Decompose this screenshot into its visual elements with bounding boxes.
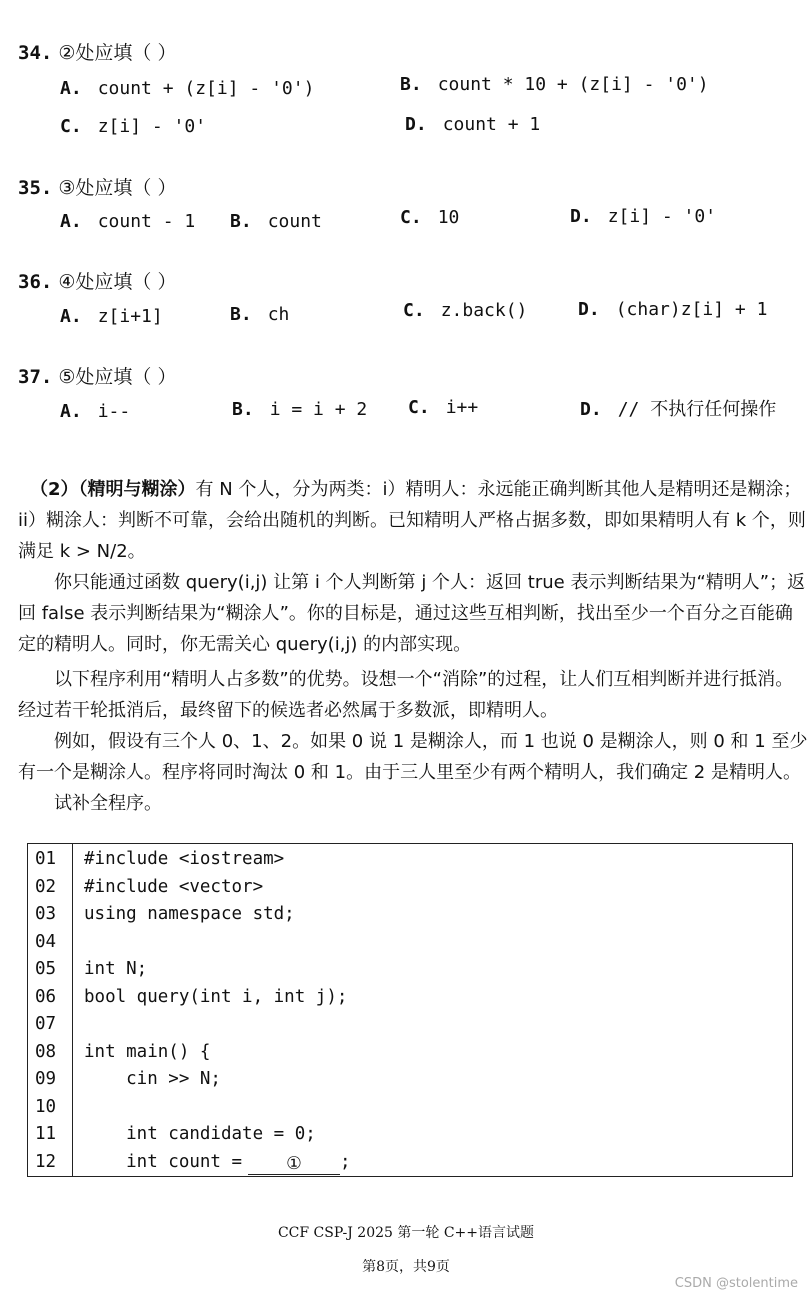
code-line bbox=[28, 1094, 792, 1122]
option-label: B. bbox=[232, 399, 254, 420]
code-line bbox=[28, 984, 792, 1012]
line-number: 03 bbox=[35, 904, 57, 924]
option-text: i++ bbox=[445, 397, 479, 418]
code-text: int N; bbox=[84, 959, 148, 979]
option-text: count * 10 + (z[i] - '0') bbox=[437, 74, 709, 95]
line-number: 07 bbox=[35, 1014, 57, 1034]
option-text: z.back() bbox=[440, 300, 528, 321]
option-text: // 不执行任何操作 bbox=[617, 399, 777, 420]
option-label: B. bbox=[230, 304, 252, 325]
option-label: C. bbox=[408, 397, 430, 418]
code-line bbox=[28, 1066, 792, 1094]
line-number: 09 bbox=[35, 1069, 57, 1089]
option-label: A. bbox=[60, 306, 82, 327]
problem-heading: （2）（精明与糊涂） bbox=[30, 479, 196, 500]
code-text: bool query(int i, int j); bbox=[84, 986, 348, 1007]
code-text: #include <iostream> bbox=[84, 849, 285, 869]
code-text: #include <vector> bbox=[84, 876, 264, 897]
option-text: z[i] - '0' bbox=[607, 206, 717, 227]
option-label: B. bbox=[230, 211, 252, 232]
line-number: 06 bbox=[35, 986, 57, 1007]
problem-intro bbox=[18, 474, 808, 567]
line-number: 10 bbox=[35, 1096, 57, 1117]
option-35-d[interactable] bbox=[570, 206, 716, 227]
line-number: 11 bbox=[35, 1124, 57, 1144]
question-prompt: ④处应填（ ） bbox=[58, 271, 177, 293]
option-text: 10 bbox=[437, 207, 460, 228]
problem-text-3: 以下程序利用“精明人占多数”的优势。设想一个“消除”的过程，让人们互相判断并进行抵消。经过若干轮抵消后，最终留下的候选者必然属于多数派，即精明人。 bbox=[18, 669, 794, 721]
code-line bbox=[28, 1121, 792, 1149]
code-listing bbox=[27, 843, 793, 1177]
code-line bbox=[28, 846, 792, 874]
watermark: CSDN @stolentime bbox=[674, 1276, 798, 1291]
option-35-b[interactable] bbox=[230, 211, 322, 232]
question-number: 35. bbox=[18, 177, 53, 199]
option-36-a[interactable] bbox=[60, 306, 163, 327]
footer-page-number: 第8页，共9页 bbox=[362, 1259, 450, 1275]
option-text: i-- bbox=[97, 401, 131, 422]
line-number: 05 bbox=[35, 959, 57, 979]
code-line bbox=[28, 1039, 792, 1067]
option-text: count + 1 bbox=[442, 114, 541, 135]
option-label: C. bbox=[403, 300, 425, 321]
code-line bbox=[28, 1149, 792, 1177]
option-text: z[i+1] bbox=[97, 306, 163, 327]
code-text: int main() { bbox=[84, 1041, 211, 1062]
option-34-a[interactable] bbox=[60, 78, 314, 99]
option-text: z[i] - '0' bbox=[97, 116, 207, 137]
problem-text-5: 试补全程序。 bbox=[54, 793, 162, 814]
question-37 bbox=[18, 362, 176, 389]
problem-text-2: 你只能通过函数 query(i,j) 让第 i 个人判断第 j 个人：返回 true 表示判断结果为“精明人”；返回 false 表示判断结果为“糊涂人”。你的目标是，通过这些互相判断，找出至少一个百分之百能确定的精明人。同时，你无需关心 query(i,j) 的内部实现。 bbox=[18, 572, 806, 655]
option-text: count + (z[i] - '0') bbox=[97, 78, 315, 99]
code-text: int candidate = 0; bbox=[84, 1124, 316, 1144]
option-37-d[interactable] bbox=[580, 395, 776, 421]
option-text: (char)z[i] + 1 bbox=[615, 299, 768, 320]
question-prompt: ③处应填（ ） bbox=[58, 177, 177, 199]
code-line bbox=[28, 1011, 792, 1039]
problem-statement bbox=[18, 474, 808, 819]
question-number: 36. bbox=[18, 271, 53, 293]
answer-blank-1[interactable]: ① bbox=[248, 1154, 340, 1175]
code-line bbox=[28, 956, 792, 984]
option-text: ch bbox=[267, 304, 290, 325]
option-label: A. bbox=[60, 401, 82, 422]
code-line bbox=[28, 874, 792, 902]
line-number: 04 bbox=[35, 931, 57, 952]
option-label: A. bbox=[60, 211, 82, 232]
option-36-b[interactable] bbox=[230, 304, 289, 325]
option-34-d[interactable] bbox=[405, 114, 540, 135]
option-text: i = i + 2 bbox=[269, 399, 368, 420]
code-text: using namespace std; bbox=[84, 904, 295, 924]
question-number: 37. bbox=[18, 366, 53, 388]
question-prompt: ②处应填（ ） bbox=[58, 42, 177, 64]
option-label: B. bbox=[400, 74, 422, 95]
blank-wrapper bbox=[248, 1152, 351, 1173]
option-label: D. bbox=[580, 399, 602, 420]
problem-text-4: 例如，假设有三个人 0、1、2。如果 0 说 1 是糊涂人，而 1 也说 0 是糊涂人，则 0 和 1 至少有一个是糊涂人。程序将同时淘汰 0 和 1。由于三人里至少有两个精明人，我们确定 2 是精明人。 bbox=[18, 731, 808, 783]
option-34-b[interactable] bbox=[400, 74, 709, 95]
option-35-a[interactable] bbox=[60, 211, 195, 232]
line-number: 12 bbox=[35, 1151, 57, 1172]
problem-text-1: 有 N 个人，分为两类：i）精明人：永远能正确判断其他人是精明还是糊涂；ii）糊涂人：判断不可靠，会给出随机的判断。已知精明人严格占据多数，即如果精明人有 k 个，则满足 k > N/2。 bbox=[18, 479, 806, 562]
line-number: 01 bbox=[35, 849, 57, 869]
option-37-a[interactable] bbox=[60, 401, 130, 422]
option-35-c[interactable] bbox=[400, 207, 459, 228]
option-36-d[interactable] bbox=[578, 299, 767, 320]
option-34-c[interactable] bbox=[60, 116, 206, 137]
code-line bbox=[28, 901, 792, 929]
question-prompt: ⑤处应填（ ） bbox=[58, 366, 177, 388]
code-text: cin >> N; bbox=[84, 1069, 221, 1089]
line-number: 08 bbox=[35, 1041, 57, 1062]
option-text: count - 1 bbox=[97, 211, 196, 232]
question-36 bbox=[18, 267, 176, 294]
option-37-c[interactable] bbox=[408, 397, 478, 418]
option-label: A. bbox=[60, 78, 82, 99]
option-label: D. bbox=[578, 299, 600, 320]
footer-title: CCF CSP-J 2025 第一轮 C++语言试题 bbox=[277, 1225, 535, 1241]
line-number: 02 bbox=[35, 876, 57, 897]
code-line bbox=[28, 929, 792, 957]
option-label: D. bbox=[570, 206, 592, 227]
option-label: C. bbox=[400, 207, 422, 228]
question-34 bbox=[18, 38, 176, 65]
code-text: int count = bbox=[84, 1151, 253, 1172]
option-text: count bbox=[267, 211, 322, 232]
question-35 bbox=[18, 173, 176, 200]
code-semicolon: ; bbox=[340, 1151, 351, 1172]
option-label: C. bbox=[60, 116, 82, 137]
option-36-c[interactable] bbox=[403, 300, 527, 321]
question-number: 34. bbox=[18, 42, 53, 64]
option-37-b[interactable] bbox=[232, 399, 367, 420]
option-label: D. bbox=[405, 114, 427, 135]
